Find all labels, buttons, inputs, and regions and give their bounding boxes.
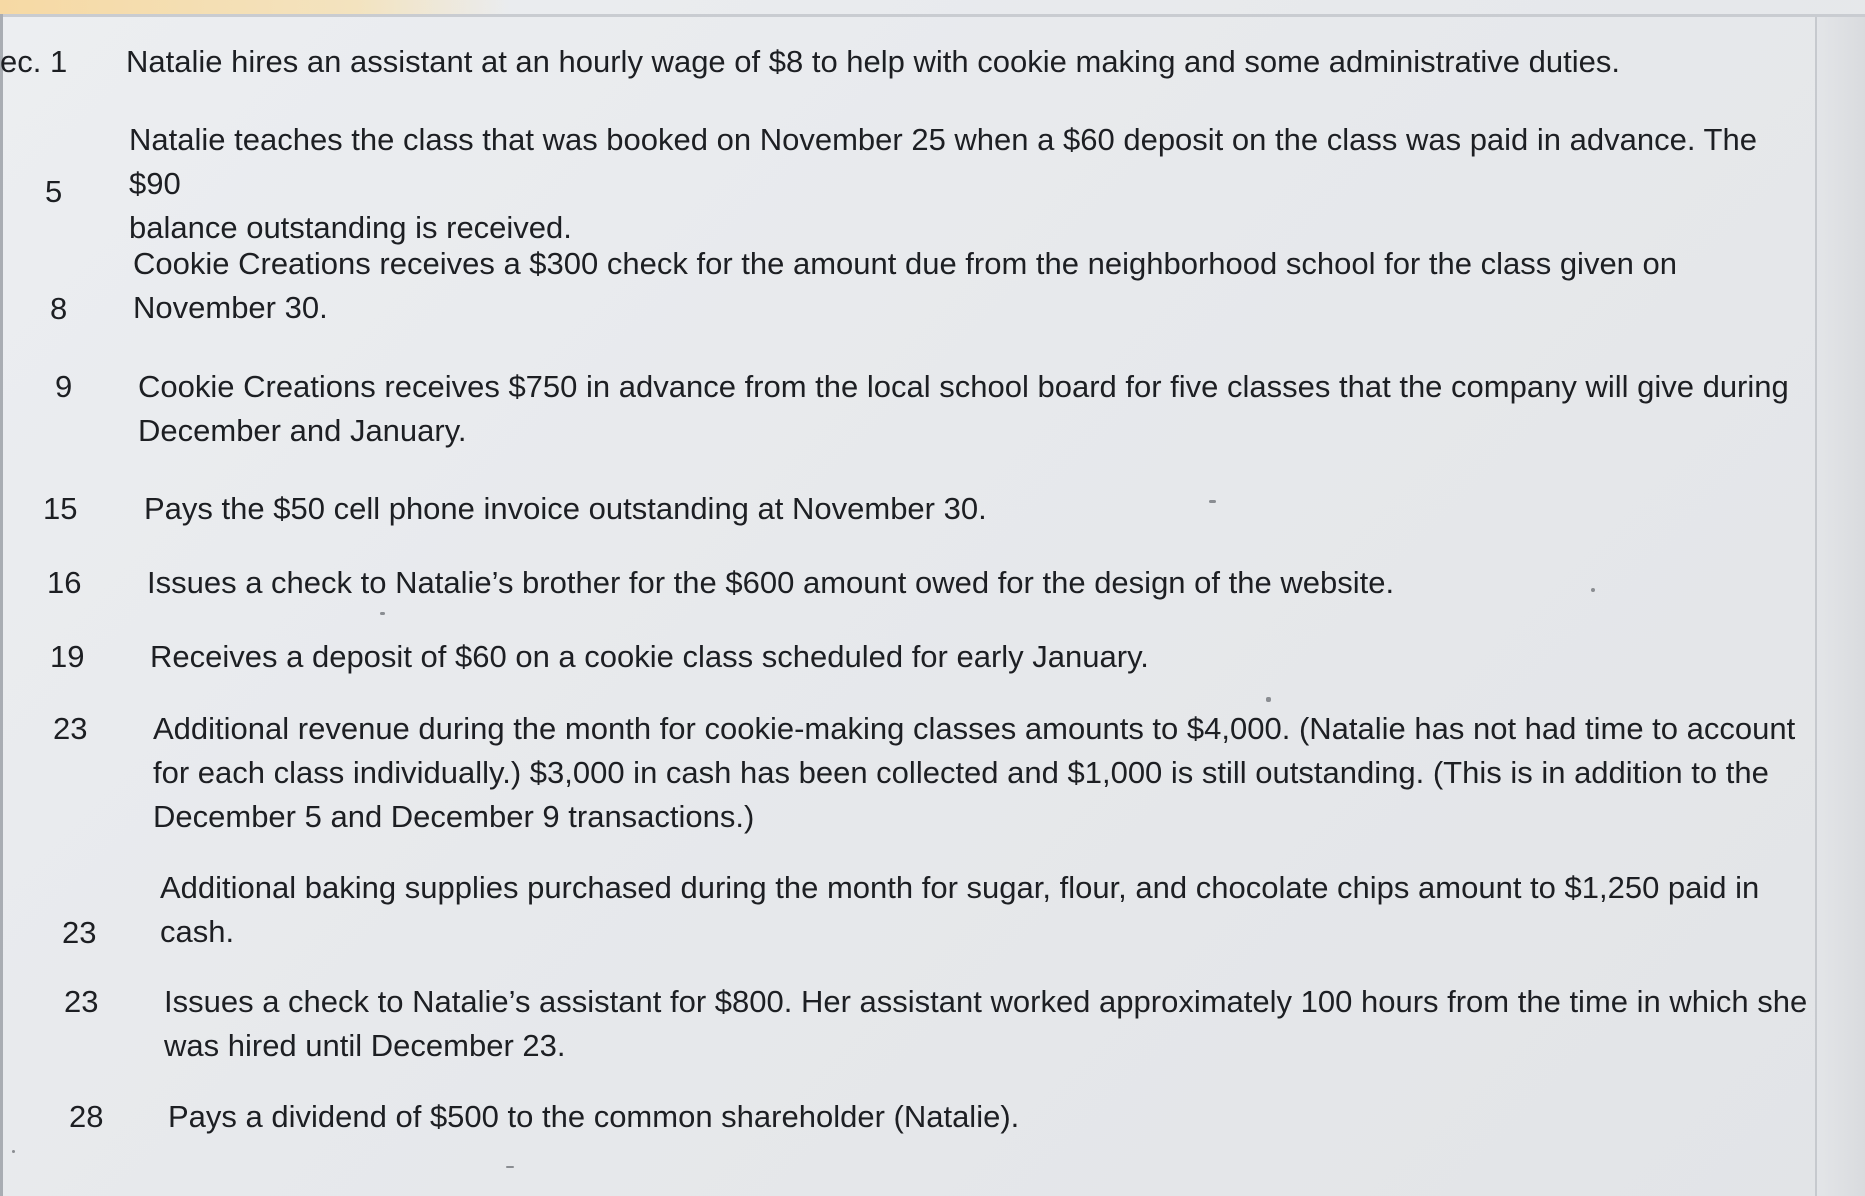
transaction-day: ec. 1 bbox=[0, 44, 68, 79]
top-border bbox=[0, 14, 1865, 17]
transaction-description: Natalie hires an assistant at an hourly wage of $8 to help with cookie making and some administrative duties. bbox=[126, 44, 1620, 79]
dust-speck bbox=[12, 1150, 15, 1153]
dust-speck bbox=[1266, 697, 1271, 702]
transaction-description: Pays a dividend of $500 to the common shareholder (Natalie). bbox=[168, 1099, 1020, 1134]
transaction-description: Pays the $50 cell phone invoice outstanding at November 30. bbox=[144, 491, 987, 526]
transaction-description: Issues a check to Natalie’s brother for the $600 amount owed for the design of the website. bbox=[147, 565, 1395, 600]
dust-speck bbox=[506, 1166, 514, 1168]
dust-speck bbox=[1209, 500, 1216, 503]
transaction-day: 19 bbox=[50, 639, 85, 674]
transaction-description: Natalie teaches the class that was booked on November 25 when a $60 deposit on the class was paid in advance. The $90 balance outstanding is received. bbox=[129, 122, 1757, 245]
transaction-day: 23 bbox=[62, 915, 97, 950]
transaction-day: 16 bbox=[47, 565, 82, 600]
dust-speck bbox=[380, 612, 385, 615]
transaction-description: Additional baking supplies purchased during the month for sugar, flour, and chocolate chips amount to $1,250 paid in cash. bbox=[160, 870, 1760, 949]
left-border bbox=[0, 14, 3, 1196]
transaction-description: Receives a deposit of $60 on a cookie class scheduled for early January. bbox=[150, 639, 1149, 674]
transaction-day: 23 bbox=[64, 984, 99, 1019]
transaction-day: 8 bbox=[50, 291, 68, 326]
transaction-day: 23 bbox=[53, 711, 88, 746]
transaction-description: Cookie Creations receives $750 in advance from the local school board for five classes that the company will give during December and January. bbox=[138, 369, 1789, 448]
dust-speck bbox=[1591, 588, 1595, 592]
transaction-description: Additional revenue during the month for cookie-making classes amounts to $4,000. (Natalie has not had time to account for each class individually.) $3,000 in cash has been collected and $1,000 is still outstanding. (This is in addition to the December 5 and December 9 transactions.) bbox=[153, 711, 1796, 834]
transaction-description: Issues a check to Natalie’s assistant for $800. Her assistant worked approximately 100 hours from the time in which she was hired until December 23. bbox=[164, 984, 1808, 1063]
transaction-day: 28 bbox=[69, 1099, 104, 1134]
transaction-day: 15 bbox=[43, 491, 78, 526]
transaction-day: 5 bbox=[45, 174, 63, 209]
transaction-description: Cookie Creations receives a $300 check for the amount due from the neighborhood school for the class given on November 30. bbox=[133, 246, 1678, 325]
transaction-day: 9 bbox=[55, 369, 73, 404]
top-glare bbox=[0, 0, 510, 14]
